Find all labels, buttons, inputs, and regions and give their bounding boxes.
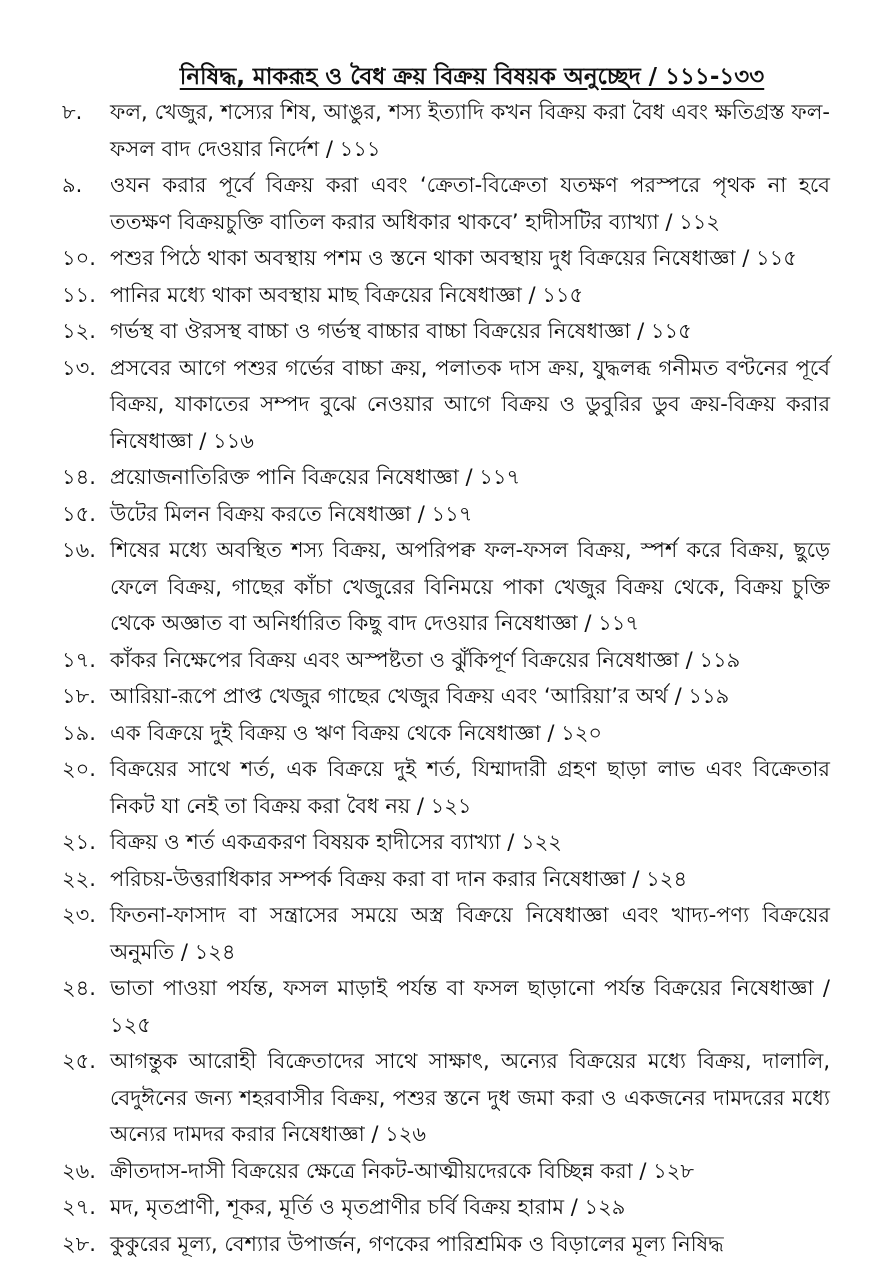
entry-text: প্রয়োজনাতিরিক্ত পানি বিক্রয়ের নিষেধাজ্ঞা / ১১৭ <box>110 465 521 489</box>
contents-entry <box>62 459 830 496</box>
entry-text: উটের মিলন বিক্রয় করতে নিষেধাজ্ঞা / ১১৭ <box>110 501 473 526</box>
entry-number: ১০. <box>62 246 96 270</box>
contents-entry <box>62 240 830 277</box>
entry-text: গর্ভস্থ বা ঔরসস্থ বাচ্চা ও গর্ভস্থ বাচ্চার বাচ্চা বিক্রয়ের নিষেধাজ্ঞা / ১১৫ <box>110 319 692 343</box>
contents-entry <box>62 678 830 715</box>
entry-number: ১৩. <box>62 355 96 380</box>
entry-number: ২৮. <box>62 1231 96 1256</box>
entry-number: ১৫. <box>62 501 96 526</box>
contents-entry <box>62 532 830 642</box>
entry-number: ১৪. <box>62 465 96 489</box>
entry-text: বিক্রয় ও শর্ত একত্রকরণ বিষয়ক হাদীসের ব্যাখ্যা / ১২২ <box>110 830 562 854</box>
contents-entry <box>62 350 830 460</box>
entry-text: ভাতা পাওয়া পর্যন্ত, ফসল মাড়াই পর্যন্ত বা ফসল ছাড়ানো পর্যন্ত বিক্রয়ের নিষেধাজ্ঞা / ১২৫ <box>110 976 830 1037</box>
entry-number: ১৭. <box>62 647 96 672</box>
entry-number: ১২. <box>62 319 96 343</box>
entry-text: আরিয়া-রূপে প্রাপ্ত খেজুর গাছের খেজুর বিক্রয় এবং ‘আরিয়া’র অর্থ / ১১৯ <box>110 684 730 708</box>
contents-entry <box>62 277 830 314</box>
entry-number: ২২. <box>62 866 96 891</box>
contents-entry <box>62 751 830 824</box>
entry-text: কাঁকর নিক্ষেপের বিক্রয় এবং অস্পষ্টতা ও ঝুঁকিপূর্ণ বিক্রয়ের নিষেধাজ্ঞা / ১১৯ <box>110 647 741 672</box>
entry-number: ২৭. <box>62 1195 96 1219</box>
entry-number: ২৩. <box>62 903 96 927</box>
entry-text: পশুর পিঠে থাকা অবস্থায় পশম ও স্তনে থাকা অবস্থায় দুধ বিক্রয়ের নিষেধাজ্ঞা / ১১৫ <box>110 246 797 270</box>
contents-entry <box>62 642 830 679</box>
entry-text: ক্রীতদাস-দাসী বিক্রয়ের ক্ষেত্রে নিকট-আত্মীয়দেরকে বিচ্ছিন্ন করা / ১২৮ <box>110 1158 695 1183</box>
entry-text: ফল, খেজুর, শস্যের শিষ, আঙুর, শস্য ইত্যাদি কখন বিক্রয় করা বৈধ এবং ক্ষতিগ্রস্ত ফল-ফসল বাদ দেওয়ার নির্দেশ / ১১১ <box>110 100 830 161</box>
contents-entry <box>62 496 830 533</box>
entry-number: ২৬. <box>62 1158 96 1183</box>
entry-text: ওযন করার পূর্বে বিক্রয় করা এবং ‘ক্রেতা-বিক্রেতা যতক্ষণ পরস্পরে পৃথক না হবে ততক্ষণ বিক্রয়চুক্তি বাতিল করার অধিকার থাকবে’ হাদীসটির ব্যাখ্যা / ১১২ <box>110 173 830 234</box>
entry-text: এক বিক্রয়ে দুই বিক্রয় ও ঋণ বিক্রয় থেকে নিষেধাজ্ঞা / ১২০ <box>110 720 603 745</box>
contents-entry <box>62 861 830 898</box>
contents-entry <box>62 715 830 752</box>
contents-entry <box>62 1153 830 1190</box>
contents-list <box>62 94 830 1262</box>
entry-number: ১১. <box>62 282 96 307</box>
contents-entry <box>62 313 830 350</box>
entry-text: শিষের মধ্যে অবস্থিত শস্য বিক্রয়, অপরিপক্ব ফল-ফসল বিক্রয়, স্পর্শ করে বিক্রয়, ছুড়ে ফেলে বিক্রয়, গাছের কাঁচা খেজুরের বিনিময়ে পাকা খেজুর বিক্রয় থেকে, বিক্রয় চুক্তি থেকে অজ্ঞাত বা অনির্ধারিত কিছু বাদ দেওয়ার নিষেধাজ্ঞা / ১১৭ <box>110 538 830 635</box>
section-heading: নিষিদ্ধ, মাকরূহ ও বৈধ ক্রয় বিক্রয় বিষয়ক অনুচ্ছেদ / ১১১-১৩৩ <box>179 64 765 90</box>
entry-number: ১৬. <box>62 538 96 562</box>
contents-entry <box>62 167 830 240</box>
contents-entry <box>62 897 830 970</box>
entry-number: ৮. <box>62 100 83 124</box>
entry-number: ২৫. <box>62 1049 96 1073</box>
contents-entry <box>62 1189 830 1226</box>
entry-number: ২১. <box>62 830 96 854</box>
entry-text: আগন্তুক আরোহী বিক্রেতাদের সাথে সাক্ষাৎ, অন্যের বিক্রয়ের মধ্যে বিক্রয়, দালালি, বেদুঈনের জন্য শহরবাসীর বিক্রয়, পশুর স্তনে দুধ জমা করা ও একজনের দামদরের মধ্যে অন্যের দামদর করার নিষেধাজ্ঞা / ১২৬ <box>110 1049 830 1146</box>
entry-number: ২০. <box>62 757 96 781</box>
entry-text: প্রসবের আগে পশুর গর্ভের বাচ্চা ক্রয়, পলাতক দাস ক্রয়, যুদ্ধলব্ধ গনীমত বণ্টনের পূর্বে বিক্রয়, যাকাতের সম্পদ বুঝে নেওয়ার আগে বিক্রয় ও ডুবুরির ডুব ক্রয়-বিক্রয় করার নিষেধাজ্ঞা / ১১৬ <box>110 355 830 453</box>
entry-number: ৯. <box>62 173 83 197</box>
entry-text: পরিচয়-উত্তরাধিকার সম্পর্ক বিক্রয় করা বা দান করার নিষেধাজ্ঞা / ১২৪ <box>110 866 688 891</box>
entry-number: ১৯. <box>62 720 96 745</box>
entry-number: ১৮. <box>62 684 96 708</box>
entry-text: কুকুরের মূল্য, বেশ্যার উপার্জন, গণকের পারিশ্রমিক ও বিড়ালের মূল্য নিষিদ্ধ <box>110 1231 724 1256</box>
entry-text: মদ, মৃতপ্রাণী, শূকর, মূর্তি ও মৃতপ্রাণীর চর্বি বিক্রয় হারাম / ১২৯ <box>110 1195 626 1219</box>
contents-entry <box>62 1226 830 1263</box>
entry-number: ২৪. <box>62 976 96 1000</box>
contents-entry <box>62 94 830 167</box>
entry-text: বিক্রয়ের সাথে শর্ত, এক বিক্রয়ে দুই শর্ত, যিম্মাদারী গ্রহণ ছাড়া লাভ এবং বিক্রেতার নিকট যা নেই তা বিক্রয় করা বৈধ নয় / ১২১ <box>110 757 830 818</box>
contents-entry <box>62 1043 830 1153</box>
contents-entry <box>62 824 830 861</box>
entry-text: ফিতনা-ফাসাদ বা সন্ত্রাসের সময়ে অস্ত্র বিক্রয়ে নিষেধাজ্ঞা এবং খাদ্য-পণ্য বিক্রয়ের অনুমতি / ১২৪ <box>110 903 830 964</box>
entry-text: পানির মধ্যে থাকা অবস্থায় মাছ বিক্রয়ের নিষেধাজ্ঞা / ১১৫ <box>110 282 584 307</box>
contents-entry <box>62 970 830 1043</box>
